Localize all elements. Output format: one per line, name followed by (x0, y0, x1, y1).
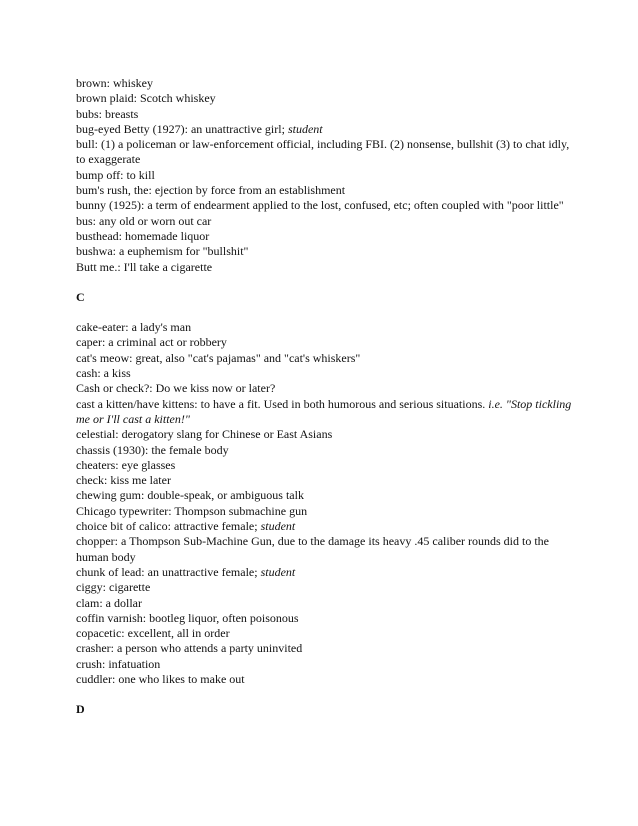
glossary-entry (76, 229, 576, 244)
entry-text: copacetic: excellent, all in order (76, 626, 230, 641)
entry-text: bubs: breasts (76, 106, 139, 121)
glossary-entry (76, 427, 576, 442)
entry-text: cheaters: eye glasses (76, 457, 176, 472)
entry-text: celestial: derogatory slang for Chinese or East Asians (76, 427, 333, 442)
glossary-entry (76, 214, 576, 229)
glossary-entry (76, 122, 576, 137)
glossary-entry (76, 488, 576, 503)
entry-text: chassis (1930): the female body (76, 442, 229, 457)
entry-text: coffin varnish: bootleg liquor, often poisonous (76, 610, 299, 625)
glossary-entry (76, 397, 576, 428)
glossary-entry (76, 580, 576, 595)
entry-text: busthead: homemade liquor (76, 228, 210, 243)
glossary-page (76, 76, 576, 733)
entry-text: bunny (1925): a term of endearment applied to the lost, confused, etc; often coupled with "poor little" (76, 198, 564, 213)
entry-text: check: kiss me later (76, 473, 171, 488)
entry-note: student (287, 121, 323, 136)
entry-text: bum's rush, the: ejection by force from an establishment (76, 183, 346, 198)
glossary-entry (76, 504, 576, 519)
glossary-entry (76, 91, 576, 106)
entry-text: brown plaid: Scotch whiskey (76, 91, 216, 106)
entry-text: ciggy: cigarette (76, 580, 151, 595)
glossary-entry (76, 76, 576, 91)
entry-text: bump off: to kill (76, 167, 155, 182)
glossary-entry (76, 534, 576, 565)
glossary-entry (76, 137, 576, 168)
entry-note: student (260, 519, 296, 534)
glossary-entry (76, 458, 576, 473)
entry-text: cat's meow: great, also "cat's pajamas" and "cat's whiskers" (76, 350, 361, 365)
glossary-entry (76, 381, 576, 396)
entry-text: cast a kitten/have kittens: to have a fit. Used in both humorous and serious situations. (76, 396, 489, 411)
entry-text: chunk of lead: an unattractive female; (76, 564, 261, 579)
entry-text: chewing gum: double-speak, or ambiguous talk (76, 488, 304, 503)
glossary-entry (76, 473, 576, 488)
entry-text: brown: whiskey (76, 76, 153, 90)
entry-text: bug-eyed Betty (1927): an unattractive girl; (76, 121, 288, 136)
entry-text: bull: (1) a policeman or law-enforcement official, including FBI. (2) nonsense, bullshit (3) to chat idly, to exaggerate (76, 137, 570, 167)
entry-text: cuddler: one who likes to make out (76, 671, 245, 686)
entry-text: crush: infatuation (76, 656, 161, 671)
glossary-entry (76, 198, 576, 213)
entry-text: cake-eater: a lady's man (76, 320, 192, 335)
section-letter-c: C (76, 289, 85, 304)
glossary-entry (76, 320, 576, 335)
entry-text: bus: any old or worn out car (76, 213, 212, 228)
glossary-entry (76, 366, 576, 381)
entry-note: student (260, 564, 296, 579)
glossary-entry (76, 335, 576, 350)
glossary-entry (76, 519, 576, 534)
glossary-entry (76, 596, 576, 611)
glossary-entry (76, 168, 576, 183)
glossary-entry (76, 244, 576, 259)
glossary-entry (76, 351, 576, 366)
entry-text: Chicago typewriter: Thompson submachine gun (76, 503, 308, 518)
glossary-entry (76, 565, 576, 580)
section-letter-d: D (76, 702, 85, 717)
glossary-entry (76, 183, 576, 198)
entry-text: clam: a dollar (76, 595, 142, 610)
entry-text: choice bit of calico: attractive female; (76, 519, 261, 534)
glossary-entry (76, 657, 576, 672)
glossary-entry (76, 641, 576, 656)
glossary-entry (76, 672, 576, 687)
glossary-entry (76, 611, 576, 626)
glossary-entry (76, 626, 576, 641)
entry-text: Butt me.: I'll take a cigarette (76, 259, 213, 274)
glossary-entry (76, 443, 576, 458)
glossary-entry (76, 107, 576, 122)
entry-text: cash: a kiss (76, 366, 131, 381)
entry-text: Cash or check?: Do we kiss now or later? (76, 381, 276, 396)
entry-text: bushwa: a euphemism for "bullshit" (76, 244, 249, 259)
entry-text: caper: a criminal act or robbery (76, 335, 227, 350)
entry-text: chopper: a Thompson Sub-Machine Gun, due to the damage its heavy .45 caliber rounds did to the human body (76, 534, 550, 564)
glossary-entry (76, 260, 576, 275)
entry-note: i.e. "Stop tickling me or I'll cast a kitten!" (76, 396, 572, 426)
entry-text: crasher: a person who attends a party uninvited (76, 641, 303, 656)
